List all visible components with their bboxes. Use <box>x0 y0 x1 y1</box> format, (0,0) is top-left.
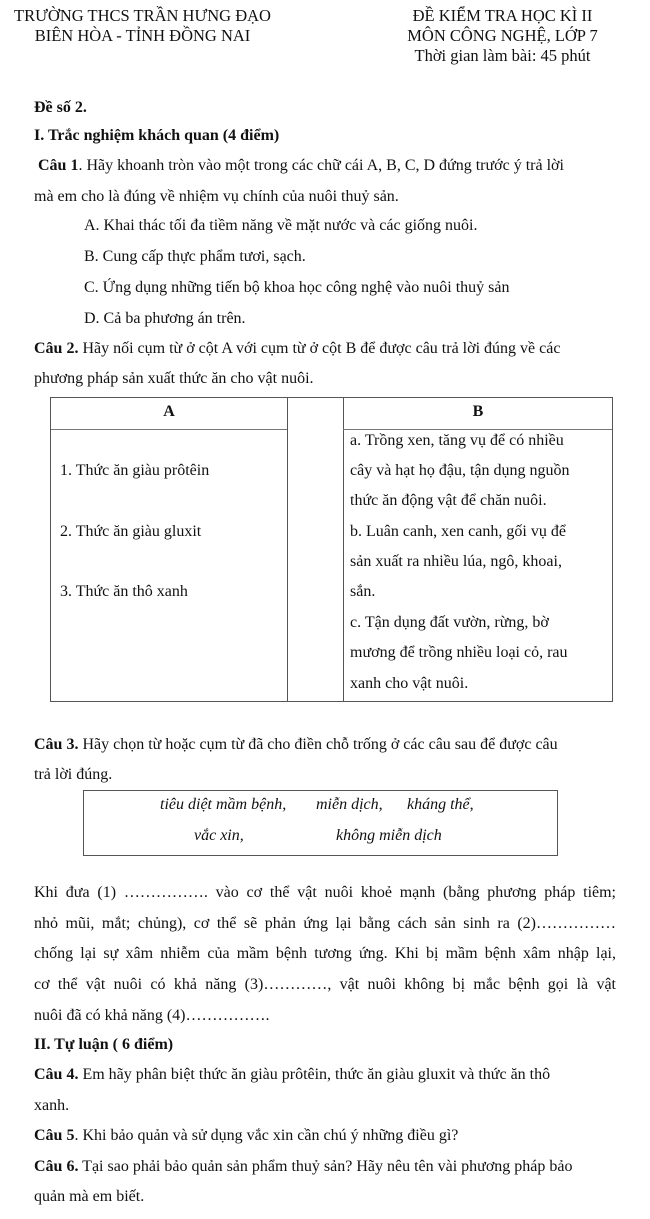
question-1-text-cont: mà em cho là đúng về nhiệm vụ chính của nuôi thuỷ sản. <box>34 188 399 205</box>
column-a-item-1[interactable]: 1. Thức ăn giàu prôtêin <box>60 462 210 479</box>
fill-blank-line: chống lại sự xâm nhiễm của mầm bệnh tương ứng. Khi bị mầm bệnh xâm nhập lại, <box>34 945 616 962</box>
word-bank-item: tiêu diệt mầm bệnh, <box>160 796 287 813</box>
question-2 <box>34 339 560 359</box>
exam-number: Đề số 2. <box>34 99 87 116</box>
question-4 <box>34 1065 550 1085</box>
question-6-label: Câu 6. <box>34 1158 79 1175</box>
question-3-label: Câu 3. <box>34 736 79 753</box>
matching-table <box>50 397 613 702</box>
exam-subject: MÔN CÔNG NGHỆ, LỚP 7 <box>407 26 598 45</box>
column-b-line: mương để trồng nhiều loại cỏ, rau <box>350 644 568 661</box>
question-1-option-a[interactable]: A. Khai thác tối đa tiềm năng về mặt nước và các giống nuôi. <box>84 217 478 234</box>
question-4-label: Câu 4. <box>34 1066 79 1083</box>
column-b-line: a. Trồng xen, tăng vụ để có nhiều <box>350 432 564 449</box>
column-b-line: c. Tận dụng đất vườn, rừng, bờ <box>350 614 549 631</box>
column-b-line: xanh cho vật nuôi. <box>350 675 469 692</box>
question-5-text: . Khi bảo quản và sử dụng vắc xin cần chú ý những điều gì? <box>74 1127 459 1144</box>
word-bank-item: kháng thể, <box>407 796 474 813</box>
question-1-label: Câu 1 <box>38 157 79 174</box>
question-5 <box>34 1126 458 1146</box>
question-3 <box>34 735 558 755</box>
word-bank-item: không miễn dịch <box>336 827 442 844</box>
fill-blank-line: nhỏ mũi, mắt; chủng), cơ thể sẽ phản ứng lại bằng cách sản sinh ra (2)…………… <box>34 915 616 932</box>
question-4-text: Em hãy phân biệt thức ăn giàu prôtêin, thức ăn giàu gluxit và thức ăn thô <box>78 1066 551 1083</box>
column-b-line: sắn. <box>350 583 376 600</box>
question-2-label: Câu 2. <box>34 340 79 357</box>
column-b-header: B <box>472 403 484 420</box>
column-a-item-3[interactable]: 3. Thức ăn thô xanh <box>60 583 188 600</box>
school-location: BIÊN HÒA - TỈNH ĐỒNG NAI <box>34 26 251 45</box>
column-b-line: sản xuất ra nhiều lúa, ngô, khoai, <box>350 553 562 570</box>
fill-blank-line: nuôi đã có khả năng (4)……………. <box>34 1007 270 1024</box>
question-3-text-cont: trả lời đúng. <box>34 766 113 783</box>
question-6-text-cont: quản mà em biết. <box>34 1188 145 1205</box>
question-1-text: . Hãy khoanh tròn vào một trong các chữ cái A, B, C, D đứng trước ý trả lời <box>78 157 564 174</box>
column-a-item-2[interactable]: 2. Thức ăn giàu gluxit <box>60 523 202 540</box>
question-3-text: Hãy chọn từ hoặc cụm từ đã cho điền chỗ trống ở các câu sau để được câu <box>78 736 558 753</box>
question-6 <box>34 1157 573 1177</box>
question-5-label: Câu 5 <box>34 1127 75 1144</box>
exam-duration: Thời gian làm bài: 45 phút <box>414 46 591 65</box>
question-1-option-d[interactable]: D. Cả ba phương án trên. <box>84 310 246 327</box>
part2-title: II. Tự luận ( 6 điểm) <box>34 1036 174 1053</box>
question-6-text: Tại sao phải bảo quản sản phẩm thuỷ sản? Hãy nêu tên vài phương pháp bảo <box>78 1158 573 1175</box>
word-bank <box>83 790 558 856</box>
school-name: TRƯỜNG THCS TRẦN HƯNG ĐẠO <box>14 6 271 25</box>
table-divider-a <box>287 398 288 701</box>
question-1-option-c[interactable]: C. Ứng dụng những tiến bộ khoa học công nghệ vào nuôi thuỷ sản <box>84 279 510 296</box>
column-b-line: b. Luân canh, xen canh, gối vụ để <box>350 523 566 540</box>
column-a-header: A <box>163 403 175 420</box>
table-header-rule-a <box>51 429 287 430</box>
table-divider-b <box>343 398 344 701</box>
question-1 <box>38 156 564 176</box>
word-bank-item: vắc xin, <box>194 827 244 844</box>
question-2-text-cont: phương pháp sản xuất thức ăn cho vật nuôi. <box>34 370 314 387</box>
column-b-line: cây và hạt họ đậu, tận dụng nguồn <box>350 462 570 479</box>
column-b-line: thức ăn động vật để chăn nuôi. <box>350 492 547 509</box>
table-header-rule-b <box>343 429 612 430</box>
question-1-option-b[interactable]: B. Cung cấp thực phẩm tươi, sạch. <box>84 248 306 265</box>
question-2-text: Hãy nối cụm từ ở cột A với cụm từ ở cột B để được câu trả lời đúng về các <box>78 340 561 357</box>
fill-blank-line: Khi đưa (1) ……………. vào cơ thể vật nuôi khoẻ mạnh (bằng phương pháp tiêm; <box>34 884 616 901</box>
exam-title: ĐỀ KIỂM TRA HỌC KÌ II <box>412 6 593 25</box>
question-4-text-cont: xanh. <box>34 1097 70 1114</box>
fill-blank-line: cơ thể vật nuôi có khả năng (3)…………, vật nuôi không bị mắc bệnh gọi là vật <box>34 976 616 993</box>
part1-title: I. Trắc nghiệm khách quan (4 điểm) <box>34 127 280 144</box>
word-bank-item: miễn dịch, <box>316 796 383 813</box>
